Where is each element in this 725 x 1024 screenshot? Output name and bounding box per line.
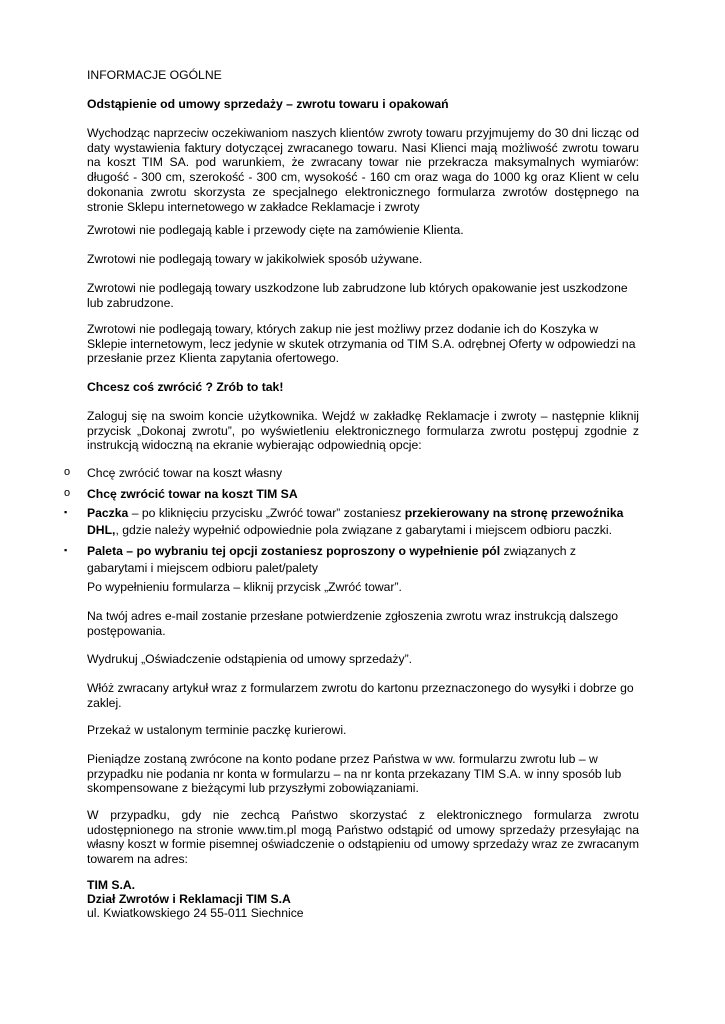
bullet-parcel-label: Paczka	[87, 506, 129, 520]
paragraph-email-confirmation: Na twój adres e-mail zostanie przesłane potwierdzenie zgłoszenia zwrotu wraz instrukcją dalszego postępowania.	[87, 609, 619, 638]
bullet-parcel-text-2: , gdzie należy wypełnić odpowiednie pola związane z gabarytami i miejscem odbioru paczki.	[115, 523, 612, 537]
square-bullet-icon: ▪	[64, 545, 68, 555]
paragraph-pack-item: Włóż zwracany artykuł wraz z formularzem zwrotu do kartonu przeznaczonego do wysyłki i dobrze go zaklej.	[87, 681, 634, 710]
section-title-withdrawal: Odstąpienie od umowy sprzedaży – zwrotu towaru i opakowań	[87, 97, 449, 111]
bullet-pallet	[87, 543, 639, 577]
option-own-cost: Chcę zwrócić towar na koszt własny	[87, 466, 283, 480]
circle-bullet-icon: o	[64, 487, 71, 499]
paragraph-offer-goods: Zwrotowi nie podlegają towary, których zakup nie jest możliwy przez dodanie ich do Koszyka w Sklepie internetowym, lecz jedynie w skutek otrzymania od TIM S.A. odrębnej Oferty w odpowiedzi na przesłanie przez Klienta zapytania ofertowego.	[87, 322, 636, 366]
bullet-parcel-text-1: – po kliknięciu przycisku „Zwróć towar” zostaniesz	[128, 506, 405, 520]
paragraph-courier: Przekaż w ustalonym terminie paczkę kurierowi.	[87, 723, 347, 737]
paragraph-login-instructions: Zaloguj się na swoim koncie użytkownika. Wejdź w zakładkę Reklamacje i zwroty – następnie kliknij przycisk „Dokonaj zwrotu”, po wyświetleniu elektronicznego formularza zwrotu postępuj zgodnie z instrukcją widoczną na ekranie wybierając odpowiednią opcje:	[87, 409, 639, 453]
address-department: Dział Zwrotów i Reklamacji TIM S.A	[87, 892, 291, 906]
circle-bullet-icon: o	[64, 466, 71, 478]
bullet-parcel	[87, 505, 639, 539]
paragraph-paper-return: W przypadku, gdy nie zechcą Państwo skorzystać z elektronicznego formularza zwrotu udostępnionego na stronie www.tim.pl mogą Państwo odstąpić od umowy sprzedaży przesyłając na własny koszt w formie pisemnej oświadczenie o odstąpieniu od umowy sprzedaży wraz ze zwracanym towarem na adres:	[87, 808, 639, 867]
option-tim-cost: Chcę zwrócić towar na koszt TIM SA	[87, 487, 298, 501]
paragraph-refund: Pieniądze zostaną zwrócone na konto podane przez Państwa w ww. formularzu zwrotu lub – w przypadku nie podania nr konta w formularzu – na nr konta przekazany TIM S.A. w inny sposób lub skompensowane z bieżącymi lub przyszłymi zobowiązaniami.	[87, 752, 622, 796]
bullet-pallet-label: Paleta – po wybraniu tej opcji zostaniesz poproszony o wypełnienie pól	[87, 544, 501, 558]
paragraph-fill-form: Po wypełnieniu formularza – kliknij przycisk „Zwróć towar”.	[87, 580, 402, 594]
paragraph-cables: Zwrotowi nie podlegają kable i przewody cięte na zamówienie Klienta.	[87, 223, 464, 237]
paragraph-print-statement: Wydrukuj „Oświadczenie odstąpienia od umowy sprzedaży”.	[87, 652, 413, 666]
paragraph-damaged-goods: Zwrotowi nie podlegają towary uszkodzone lub zabrudzone lub których opakowanie jest uszkodzone lub zabrudzone.	[87, 281, 628, 310]
square-bullet-icon: ▪	[64, 507, 68, 517]
paragraph-intro: Wychodząc naprzeciw oczekiwaniom naszych klientów zwroty towaru przyjmujemy do 30 dni licząc od daty wystawienia faktury dotyczącej zwracanego towaru. Nasi Klienci mają możliwość zwrotu towaru na koszt TIM SA. pod warunkiem, że zwracany towar nie przekracza maksymalnych wymiarów: długość - 300 cm, szerokość - 300 cm, wysokość - 160 cm oraz waga do 1000 kg oraz Klient w celu dokonania zwrotu skorzysta ze specjalnego elektronicznego formularza zwrotów dostępnego na stronie Sklepu internetowego w zakładce Reklamacje i zwroty	[87, 126, 639, 214]
paragraph-used-goods: Zwrotowi nie podlegają towary w jakikolwiek sposób używane.	[87, 252, 423, 266]
address-street: ul. Kwiatkowskiego 24 55-011 Siechnice	[87, 906, 304, 920]
document-heading: INFORMACJE OGÓLNE	[87, 68, 222, 82]
bullet-pallet-text: związanych z gabarytami i miejscem odbioru palet/palety	[87, 544, 576, 575]
address-company: TIM S.A.	[87, 878, 136, 892]
bullet-parcel-dhl: przekierowany na stronę przewoźnika DHL,	[87, 506, 624, 537]
section-title-how-to-return: Chcesz coś zwrócić ? Zrób to tak!	[87, 380, 284, 394]
